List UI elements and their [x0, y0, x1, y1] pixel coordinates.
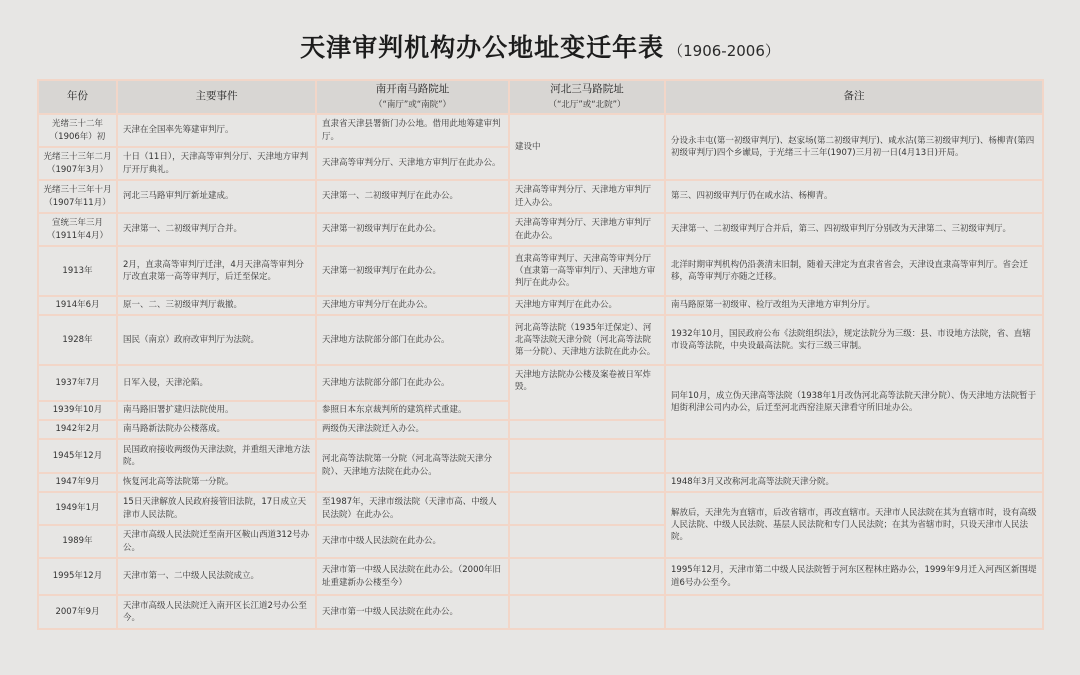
title-range: （1906-2006） — [668, 42, 780, 60]
table-row — [38, 315, 1043, 365]
row-nankai: 天津第一初级审判厅在此办公。 — [316, 246, 509, 296]
header-year: 年份 — [38, 80, 117, 114]
row-hebei: 天津地方审判厅在此办公。 — [509, 296, 665, 315]
header-events: 主要事件 — [117, 80, 316, 114]
timeline-table — [37, 79, 1044, 630]
row-year: 光绪三十三年二月（1907年3月） — [38, 147, 117, 180]
row-event: 15日天津解放人民政府接管旧法院，17日成立天津市人民法院。 — [117, 492, 316, 525]
row-nankai: 天津高等审判分厅、天津地方审判厅在此办公。 — [316, 147, 509, 180]
header-row — [38, 80, 1043, 114]
row-event: 2月，直隶高等审判厅迁津，4月天津高等审判分厅改直隶第一高等审判厅，后迁至保定。 — [117, 246, 316, 296]
row-hebei: 天津地方法院办公楼及案卷被日军炸毁。 — [509, 365, 665, 420]
row-event: 原一、二、三初级审判厅裁撤。 — [117, 296, 316, 315]
empty-cell — [509, 558, 665, 595]
row-hebei: 建设中 — [509, 114, 665, 180]
empty-cell — [509, 473, 665, 492]
row-hebei: 直隶高等审判厅、天津高等审判分厅（直隶第一高等审判厅）、天津地方审判厅在此办公。 — [509, 246, 665, 296]
row-event: 天津市高级人民法院迁至南开区鞍山西道312号办公。 — [117, 525, 316, 558]
row-nankai: 天津第一初级审判厅在此办公。 — [316, 213, 509, 246]
title-main: 天津审判机构办公地址变迁年表 — [300, 33, 665, 62]
row-notes: 分设永丰屯(第一初级审判厅)、赵家场(第二初级审判厅)、咸水沽(第三初级审判厅)、杨柳青(第四初级审判厅)四个乡谳局，于光绪三十三年(1907)三月初一日(4月13日)开局。 — [665, 114, 1043, 180]
row-notes: 同年10月，成立伪天津高等法院（1938年1月改伪河北高等法院天津分院）、伪天津地方法院暂于旭街利津公司内办公，后迁至河北西窑洼原天津看守所旧址办公。 — [665, 365, 1043, 439]
row-nankai: 天津市第一中级人民法院在此办公。（2000年旧址重建新办公楼至今） — [316, 558, 509, 595]
row-event: 民国政府接收两级伪天津法院，并重组天津地方法院。 — [117, 439, 316, 473]
row-event: 恢复河北高等法院第一分院。 — [117, 473, 316, 492]
row-event: 天津第一、二初级审判厅合并。 — [117, 213, 316, 246]
row-notes: 1948年3月又改称河北高等法院天津分院。 — [665, 473, 1043, 492]
table-row — [38, 180, 1043, 213]
row-event: 国民（南京）政府改审判厅为法院。 — [117, 315, 316, 365]
row-year: 1939年10月 — [38, 401, 117, 420]
row-nankai: 参照日本东京裁判所的建筑样式重建。 — [316, 401, 509, 420]
row-nankai: 天津地方法院部分部门在此办公。 — [316, 365, 509, 401]
empty-cell — [665, 595, 1043, 629]
row-year: 1913年 — [38, 246, 117, 296]
empty-cell — [665, 439, 1043, 473]
row-nankai: 直隶省天津县署衙门办公地。借用此地筹建审判厅。 — [316, 114, 509, 147]
document-title — [0, 28, 1080, 64]
empty-cell — [509, 595, 665, 629]
table-row — [38, 114, 1043, 147]
row-event: 天津在全国率先筹建审判厅。 — [117, 114, 316, 147]
header-nankai — [316, 80, 509, 114]
row-event: 南马路新法院办公楼落成。 — [117, 420, 316, 439]
table-row — [38, 365, 1043, 401]
row-year: 光绪三十三年十月（1907年11月） — [38, 180, 117, 213]
row-notes: 解放后，天津先为直辖市，后改省辖市，再改直辖市。天津市人民法院在其为直辖市时，设有高级人民法院、中级人民法院、基层人民法院和专门人民法院；在其为省辖市时，只设天津市人民法院。 — [665, 492, 1043, 558]
header-nankai-sub: （“南厅”或“南院”） — [373, 100, 452, 110]
empty-cell — [509, 439, 665, 473]
row-event: 天津市高级人民法院迁入南开区长江道2号办公至今。 — [117, 595, 316, 629]
table-row — [38, 492, 1043, 525]
row-nankai: 两级伪天津法院迁入办公。 — [316, 420, 509, 439]
row-nankai: 天津市中级人民法院在此办公。 — [316, 525, 509, 558]
row-year: 1937年7月 — [38, 365, 117, 401]
row-year: 宣统三年三月（1911年4月） — [38, 213, 117, 246]
row-notes: 1932年10月，国民政府公布《法院组织法》，规定法院分为三级：县、市设地方法院，省、直辖市设高等法院，中央设最高法院。实行三级三审制。 — [665, 315, 1043, 365]
row-event: 日军入侵，天津沦陷。 — [117, 365, 316, 401]
header-hebei-sub: （“北厅”或“北院”） — [548, 100, 626, 110]
row-event: 十日（11日），天津高等审判分厅、天津地方审判厅开厅典礼。 — [117, 147, 316, 180]
header-hebei-title: 河北三马路院址 — [550, 82, 624, 95]
row-year: 1914年6月 — [38, 296, 117, 315]
empty-cell — [509, 492, 665, 525]
row-year: 1928年 — [38, 315, 117, 365]
row-year: 1945年12月 — [38, 439, 117, 473]
row-year: 1949年1月 — [38, 492, 117, 525]
empty-cell — [509, 525, 665, 558]
table-row — [38, 439, 1043, 473]
row-notes: 1995年12月，天津市第二中级人民法院暂于河东区程林庄路办公，1999年9月迁入河西区新围堤道6号办公至今。 — [665, 558, 1043, 595]
row-nankai: 天津市第一中级人民法院在此办公。 — [316, 595, 509, 629]
row-notes: 南马路原第一初级审、检厅改组为天津地方审判分厅。 — [665, 296, 1043, 315]
table-row — [38, 296, 1043, 315]
row-year: 1942年2月 — [38, 420, 117, 439]
header-nankai-title: 南开南马路院址 — [375, 82, 450, 95]
row-hebei: 天津高等审判分厅、天津地方审判厅在此办公。 — [509, 213, 665, 246]
row-year: 光绪三十二年（1906年）初 — [38, 114, 117, 147]
row-event: 天津市第一、二中级人民法院成立。 — [117, 558, 316, 595]
header-hebei — [509, 80, 665, 114]
row-nankai: 河北高等法院第一分院（河北高等法院天津分院）、天津地方法院在此办公。 — [316, 439, 509, 492]
table-row — [38, 473, 1043, 492]
row-notes: 北洋时期审判机构仍沿袭清末旧制，随着天津定为直隶省省会，天津设直隶高等审判厅。省会迁移，高等审判厅亦随之迁移。 — [665, 246, 1043, 296]
row-hebei: 天津高等审判分厅、天津地方审判厅迁入办公。 — [509, 180, 665, 213]
table-row — [38, 213, 1043, 246]
row-nankai: 至1987年，天津市级法院（天津市高、中级人民法院）在此办公。 — [316, 492, 509, 525]
row-year: 1947年9月 — [38, 473, 117, 492]
table-row — [38, 246, 1043, 296]
table-row — [38, 595, 1043, 629]
row-notes: 天津第一、二初级审判厅合并后，第三、四初级审判厅分别改为天津第二、三初级审判厅。 — [665, 213, 1043, 246]
row-year: 1989年 — [38, 525, 117, 558]
row-event: 南马路旧署扩建归法院使用。 — [117, 401, 316, 420]
row-nankai: 天津地方审判分厅在此办公。 — [316, 296, 509, 315]
row-event: 河北三马路审判厅新址建成。 — [117, 180, 316, 213]
row-year: 2007年9月 — [38, 595, 117, 629]
row-notes: 第三、四初级审判厅仍在咸水沽、杨柳青。 — [665, 180, 1043, 213]
header-notes: 备注 — [665, 80, 1043, 114]
table-row — [38, 558, 1043, 595]
row-nankai: 天津地方法院部分部门在此办公。 — [316, 315, 509, 365]
empty-cell — [509, 420, 665, 439]
row-year: 1995年12月 — [38, 558, 117, 595]
row-nankai: 天津第一、二初级审判厅在此办公。 — [316, 180, 509, 213]
row-hebei: 河北高等法院（1935年迁保定）、河北高等法院天津分院（河北高等法院第一分院）、天津地方法院在此办公。 — [509, 315, 665, 365]
